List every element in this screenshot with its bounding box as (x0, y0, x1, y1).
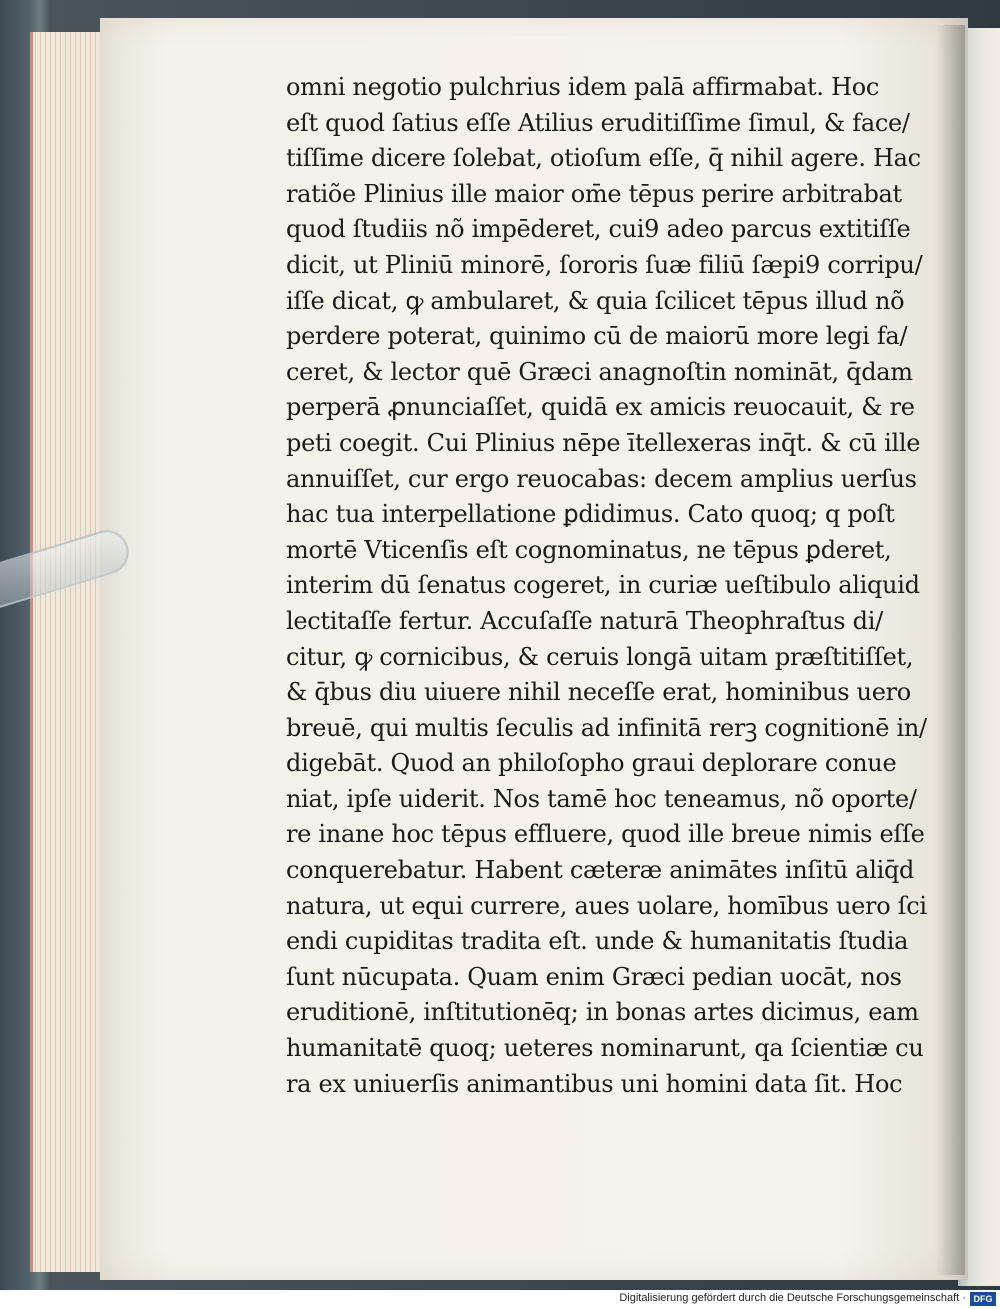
text-line: ratiõe Plinius ille maior om̄e tēpus perire arbitrabat (286, 179, 902, 208)
text-line: ra ex uniuerſis animantibus uni homini data ſit. Hoc (286, 1069, 903, 1098)
text-line: humanitatē quoq; ueteres nominarunt, qa ſcientiæ cu (286, 1034, 924, 1063)
text-line: mortē Vticenſis eſt cognominatus, ne tēpus ꝑderet, (286, 535, 892, 564)
text-line: lectitaſſe fertur. Accuſaſſe naturā Theophraſtus di/ (286, 606, 883, 635)
text-line: perperā ꝓnunciaſſet, quidā ex amicis reuocauit, & re (286, 393, 915, 422)
text-block (286, 70, 927, 1102)
text-line: quod ſtudiis nõ impēderet, cui9 adeo parcus extitiſſe (286, 215, 911, 244)
text-line: re inane hoc tēpus effluere, quod ille breue nimis eſſe (286, 820, 925, 849)
dfg-logo: DFG (970, 1292, 996, 1306)
text-line: niat, ipſe uiderit. Nos tamē hoc teneamus, nõ oporte/ (286, 784, 917, 813)
text-line: eruditionē, inſtitutionēq; in bonas artes dicimus, eam (286, 998, 919, 1027)
text-line: eſt quod ſatius eſſe Atilius eruditiſſime ſimul, & face/ (286, 108, 910, 137)
text-line: conquerebatur. Habent cæteræ animātes inſitū aliq̄d (286, 856, 915, 885)
text-line: endi cupiditas tradita eſt. unde & humanitatis ſtudia (286, 927, 909, 956)
text-line: dicit, ut Pliniū minorē, ſororis ſuæ filiū ſæpi9 corripu/ (286, 250, 923, 279)
text-line: & q̄bus diu uiuere nihil neceſſe erat, hominibus uero (286, 678, 911, 707)
text-line: interim dū ſenatus cogeret, in curiæ ueſtibulo aliquid (286, 571, 920, 600)
text-line: citur, ꝙ cornicibus, & ceruis longā uitam præſtitiſſet, (286, 642, 914, 671)
text-line: tiſſime dicere ſolebat, otioſum eſſe, q̄ nihil agere. Hac (286, 144, 921, 173)
text-line: iſſe dicat, ꝙ ambularet, & quia ſcilicet tēpus illud nõ (286, 286, 905, 315)
text-line: natura, ut equi currere, aues uolare, homībus uero ſci (286, 891, 927, 920)
text-line: omni negotio pulchrius idem palā affirmabat. Hoc (286, 73, 879, 101)
text-line: perdere poterat, quinimo cū de maiorū more legi fa/ (286, 322, 908, 351)
text-line: breuē, qui multis ſeculis ad infinitā rerꝫ cognitionē in/ (286, 713, 927, 742)
text-line: ceret, & lector quē Græci anagnoſtin nomināt, q̄dam (286, 357, 913, 386)
text-line: annuiſſet, cur ergo reuocabas: decem amplius uerſus (286, 464, 917, 493)
footer-credit: Digitalisierung gefördert durch die Deutsche Forschungsgemeinschaft · (619, 1292, 966, 1304)
text-line: peti coegit. Cui Plinius nēpe ītellexeras inq̄t. & cū ille (286, 428, 921, 457)
gutter-shadow (935, 25, 965, 1275)
text-line: digebāt. Quod an philoſopho graui deplorare conue (286, 749, 897, 778)
text-line: hac tua interpellatione ꝑdidimus. Cato quoq; q poſt (286, 500, 895, 529)
text-line: ſunt nūcupata. Quam enim Græci pedian uocāt, nos (286, 962, 902, 991)
